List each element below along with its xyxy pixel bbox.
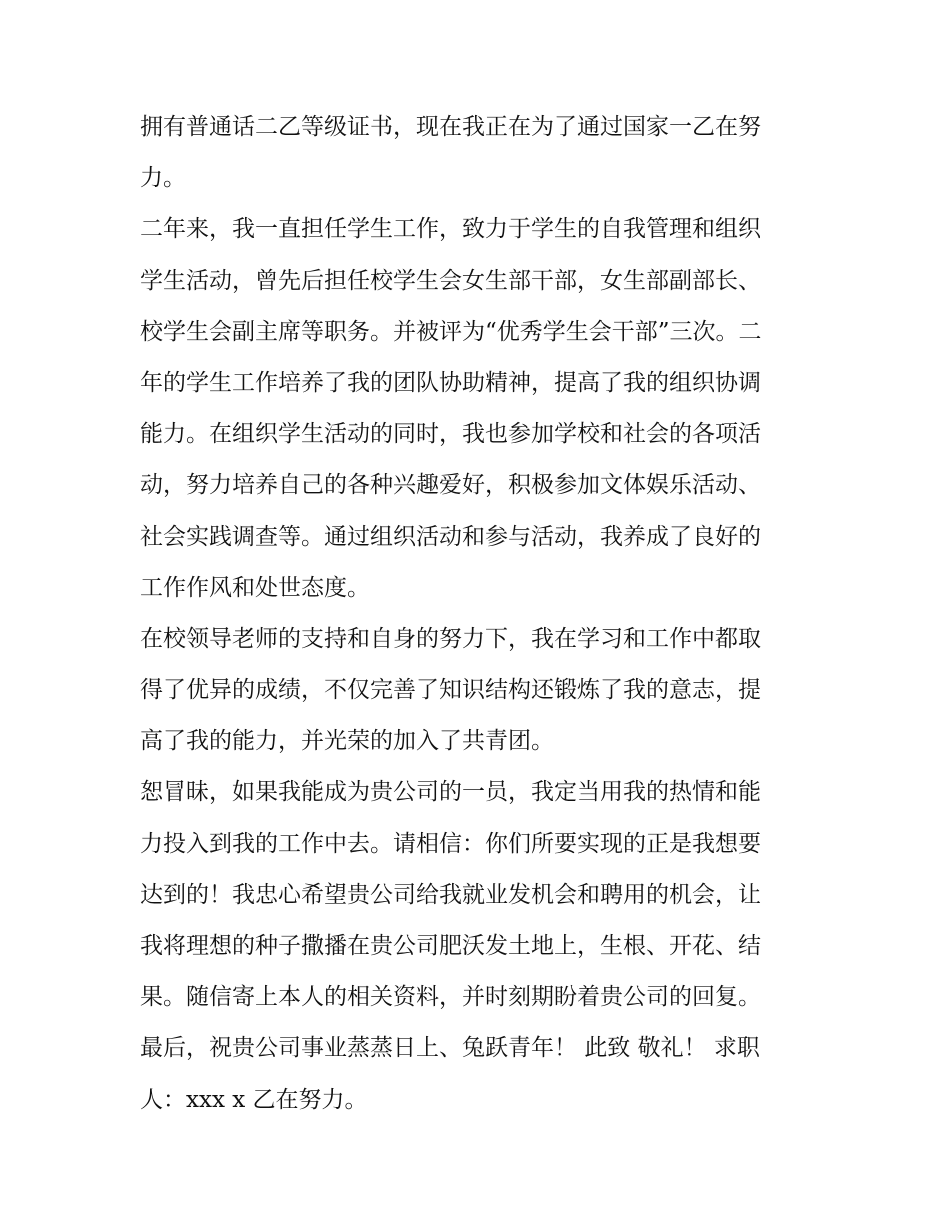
- text-line: 社会实践调查等。通过组织活动和参与活动，我养成了良好的: [140, 523, 761, 550]
- text-line: 学生活动，曾先后担任校学生会女生部干部，女生部副部长、: [140, 267, 761, 294]
- text-line: 果。随信寄上本人的相关资料，并时刻期盼着贵公司的回复。: [140, 984, 761, 1011]
- text-line: 人：xxx x 乙在努力。: [140, 1086, 368, 1113]
- text-line: 在校领导老师的支持和自身的努力下，我在学习和工作中都取: [140, 625, 761, 652]
- text-line: 达到的！我忠心希望贵公司给我就业发机会和聘用的机会，让: [140, 881, 761, 908]
- text-line: 能力。在组织学生活动的同时，我也参加学校和社会的各项活: [140, 421, 761, 448]
- document-body: [140, 102, 812, 1126]
- text-line: 动，努力培养自己的各种兴趣爱好，积极参加文体娱乐活动、: [140, 472, 761, 499]
- text-line: 力投入到我的工作中去。请相信：你们所要实现的正是我想要: [140, 830, 761, 857]
- text-line: 高了我的能力，并光荣的加入了共青团。: [140, 728, 554, 755]
- text-line: 二年来，我一直担任学生工作，致力于学生的自我管理和组织: [140, 216, 761, 243]
- text-line: 力。: [140, 165, 186, 192]
- text-line: 我将理想的种子撒播在贵公司肥沃发土地上，生根、开花、结: [140, 933, 761, 959]
- text-line: 最后，祝贵公司事业蒸蒸日上、兔跃青年！ 此致 敬礼！ 求职: [140, 1035, 760, 1062]
- text-line: 得了优异的成绩，不仅完善了知识结构还锻炼了我的意志，提: [140, 677, 761, 704]
- text-line: 校学生会副主席等职务。并被评为“优秀学生会干部”三次。二: [140, 318, 762, 345]
- text-line: 拥有普通话二乙等级证书，现在我正在为了通过国家一乙在努: [140, 114, 761, 140]
- text-line: 恕冒昧，如果我能成为贵公司的一员，我定当用我的热情和能: [140, 779, 761, 806]
- text-line: 工作作风和处世态度。: [140, 574, 370, 601]
- text-line: 年的学生工作培养了我的团队协助精神，提高了我的组织协调: [140, 369, 761, 396]
